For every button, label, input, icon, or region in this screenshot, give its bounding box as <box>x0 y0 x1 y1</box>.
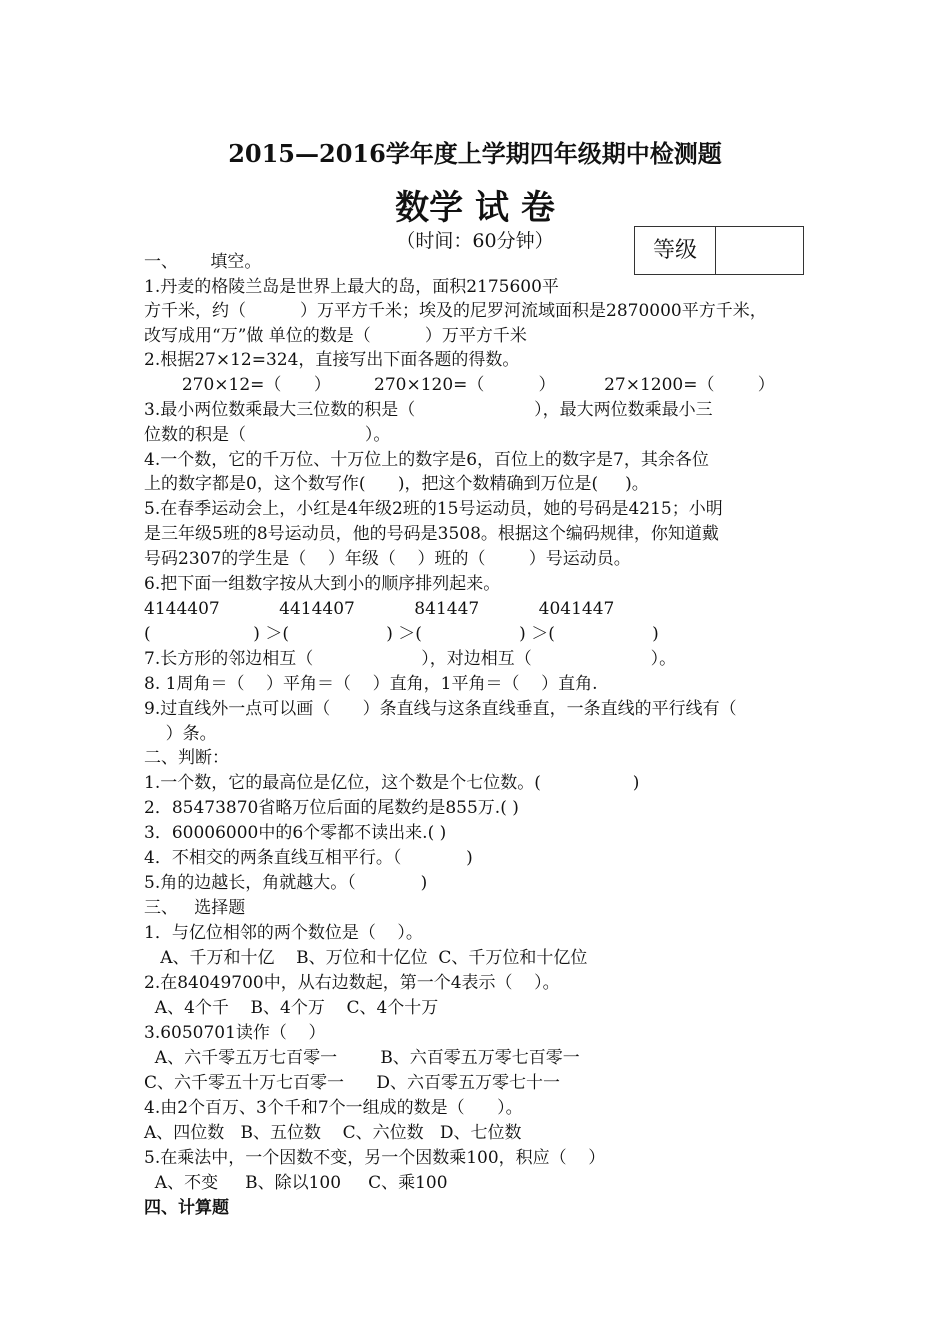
question-line: A、千万和十亿 B、万位和十亿位 C、千万位和十亿位 <box>144 948 588 968</box>
grade-value[interactable] <box>716 227 803 274</box>
question-line: 5.在乘法中，一个因数不变，另一个因数乘100，积应（ ） <box>144 1148 606 1168</box>
question-line: 9.过直线外一点可以画（ ）条直线与这条直线垂直，一条直线的平行线有（ <box>144 699 737 719</box>
question-line: 4.一个数，它的千万位、十万位上的数字是6，百位上的数字是7，其余各位 <box>144 450 709 470</box>
question-line: 2.根据27×12=324，直接写出下面各题的得数。 <box>144 350 520 370</box>
section-fill-heading: 一、 填空。 <box>144 252 262 272</box>
question-line: A、六千零五万七百零一 B、六百零五万零七百零一 <box>144 1048 580 1068</box>
question-line: 270×12=（ ） 270×120=（ ） 27×1200=（ ） <box>144 375 775 395</box>
question-line: 4．不相交的两条直线互相平行。（ ) <box>144 848 473 868</box>
time-limit: （时间：60分钟） <box>396 230 554 252</box>
question-line: 上的数字都是0，这个数写作( )，把这个数精确到万位是( )。 <box>144 474 649 494</box>
question-line: ( ) ＞( ) ＞( ) ＞( ) <box>144 624 659 644</box>
grade-label: 等级 <box>635 227 716 274</box>
question-line: 3.最小两位数乘最大三位数的积是（ ），最大两位数乘最小三 <box>144 400 713 420</box>
question-line: 改写成用“万”做 单位的数是（ ）万平方千米 <box>144 326 527 346</box>
question-line: 7.长方形的邻边相互（ ），对边相互（ ）。 <box>144 649 677 669</box>
question-line: 3.6050701读作（ ） <box>144 1023 326 1043</box>
section-calc-heading: 四、计算题 <box>144 1198 229 1218</box>
question-line: 4.由2个百万、3个千和7个一组成的数是（ ）。 <box>144 1098 523 1118</box>
section-choice-heading: 三、 选择题 <box>144 898 246 918</box>
question-line: 2．85473870省略万位后面的尾数约是855万.( ) <box>144 798 519 818</box>
exam-title: 2015—2016学年度上学期四年级期中检测题 <box>228 139 722 168</box>
question-line: 3．60006000中的6个零都不读出来.( ) <box>144 823 447 843</box>
question-line: 1.丹麦的格陵兰岛是世界上最大的岛，面积2175600平 <box>144 277 559 297</box>
grade-box <box>634 226 804 275</box>
question-line: 2.在84049700中，从右边数起，第一个4表示（ ）。 <box>144 973 560 993</box>
question-line: 方千米，约（ ）万平方千米；埃及的尼罗河流域面积是2870000平方千米， <box>144 301 767 321</box>
question-line: 5.角的边越长，角就越大。（ ) <box>144 873 428 893</box>
question-line: ）条。 <box>144 724 217 744</box>
subject-title: 数学 试 卷 <box>395 188 555 228</box>
question-line: 位数的积是（ ）。 <box>144 425 391 445</box>
question-line: A、四位数 B、五位数 C、六位数 D、七位数 <box>144 1123 522 1143</box>
question-line: C、六千零五十万七百零一 D、六百零五万零七十一 <box>144 1073 561 1093</box>
question-line: 5.在春季运动会上，小红是4年级2班的15号运动员，她的号码是4215；小明 <box>144 499 723 519</box>
question-line: A、不变 B、除以100 C、乘100 <box>144 1173 448 1193</box>
question-line: 号码2307的学生是（ ）年级（ ）班的（ ）号运动员。 <box>144 549 631 569</box>
section-judge-heading: 二、判断： <box>144 748 229 768</box>
question-line: 6.把下面一组数字按从大到小的顺序排列起来。 <box>144 574 501 594</box>
question-line: A、4个千 B、4个万 C、4个十万 <box>144 998 439 1018</box>
question-line: 1．与亿位相邻的两个数位是（ ）。 <box>144 923 423 943</box>
question-line: 8. 1周角＝（ ）平角＝（ ）直角，1平角＝（ ）直角. <box>144 674 598 694</box>
question-line: 4144407 4414407 841447 4041447 <box>144 599 615 619</box>
question-line: 1.一个数，它的最高位是亿位，这个数是个七位数。( ) <box>144 773 640 793</box>
question-line: 是三年级5班的8号运动员，他的号码是3508。根据这个编码规律，你知道戴 <box>144 524 719 544</box>
